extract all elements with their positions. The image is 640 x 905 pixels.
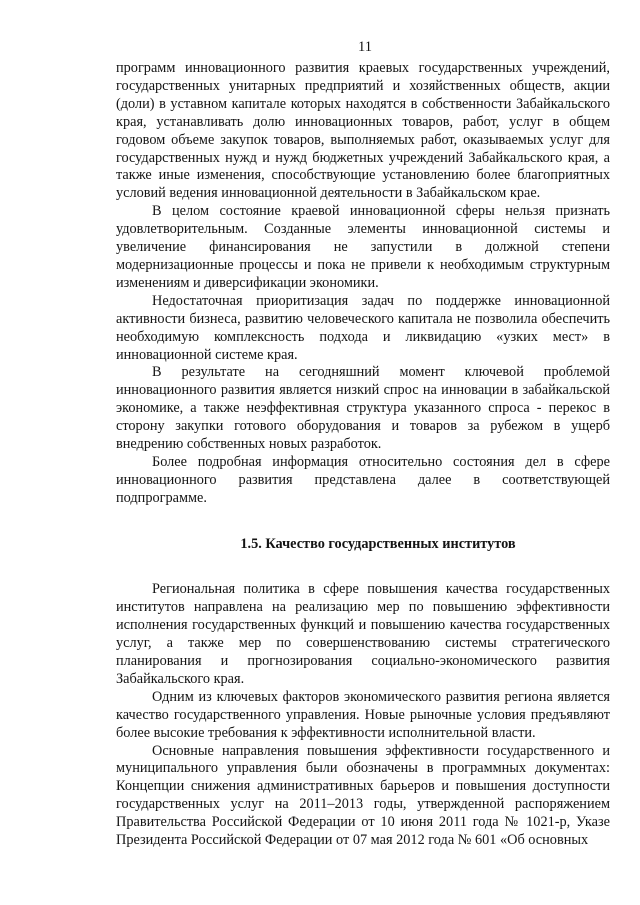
paragraph-key-problem: В результате на сегодняшний момент ключевой проблемой инновационного развития является низкий спрос на инновации в забайкальской экономике, а также неэффективная структура указанного спроса - перекос в сторону закупки готового оборудования и товаров за рубежом в ущерб внедрению собственных новых разработок.: [116, 364, 610, 453]
paragraph-prioritization: Недостаточная приоритизация задач по поддержке инновационной активности бизнеса, развитию человеческого капитала не позволила обеспечить необходимую комплексность подхода и ликвидацию «узких мест» в инновационной системе края.: [116, 292, 610, 363]
section-heading: 1.5. Качество государственных институтов: [240, 535, 516, 552]
spacer: [116, 508, 610, 526]
spacer: [116, 526, 610, 536]
paragraph-key-factors: Одним из ключевых факторов экономического развития региона является качество государственного управления. Новые рыночные условия предъявляют более высокие требования к эффективности исполнительной власти.: [116, 688, 610, 741]
spacer: [116, 553, 610, 571]
document-body: [116, 60, 610, 850]
page-number: 11: [358, 39, 372, 55]
paragraph-innovation-state: В целом состояние краевой инновационной сферы нельзя признать удовлетворительным. Созданные элементы инновационной системы и увеличение финансирования не запустили в должной степени модернизационные процессы и пока не привели к необходимым структурным изменениям и диверсификации экономики.: [116, 203, 610, 291]
paragraph-regional-policy: Региональная политика в сфере повышения качества государственных институтов направлена на реализацию мер по повышению эффективности исполнения государственных функций и повышению качества государственных услуг, а также мер по совершенствованию системы стратегического планирования и прогнозирования социально-экономического развития Забайкальского края.: [116, 581, 610, 687]
paragraph-continued: программ инновационного развития краевых государственных учреждений, государственных унитарных предприятий и хозяйственных обществ, акции (доли) в уставном капитале которых находятся в собственности Забайкальского края, устанавливать долю инновационных товаров, работ, услуг в общем годовом объеме закупок товаров, выполняемых работ, оказываемых услуг для государственных нужд и нужд бюджетных учреждений Забайкальского края, а также иные изменения, способствующие установлению более благоприятных условий ведения инновационной деятельности в Забайкальском крае.: [116, 60, 610, 202]
paragraph-more-info: Более подробная информация относительно состояния дел в сфере инновационного развития представлена далее в соответствующей подпрограмме.: [116, 453, 610, 506]
spacer: [116, 571, 610, 581]
paragraph-main-directions: Основные направления повышения эффективности государственного и муниципального управления были обозначены в программных документах: Концепции снижения административных барьеров и повышения доступности государственных услуг на 2011–2013 годы, утвержденной распоряжением Правительства Российской Федерации от 10 июня 2011 года № 1021-р, Указе Президента Российской Федерации от 07 мая 2012 года № 601 «Об основных: [116, 742, 610, 849]
